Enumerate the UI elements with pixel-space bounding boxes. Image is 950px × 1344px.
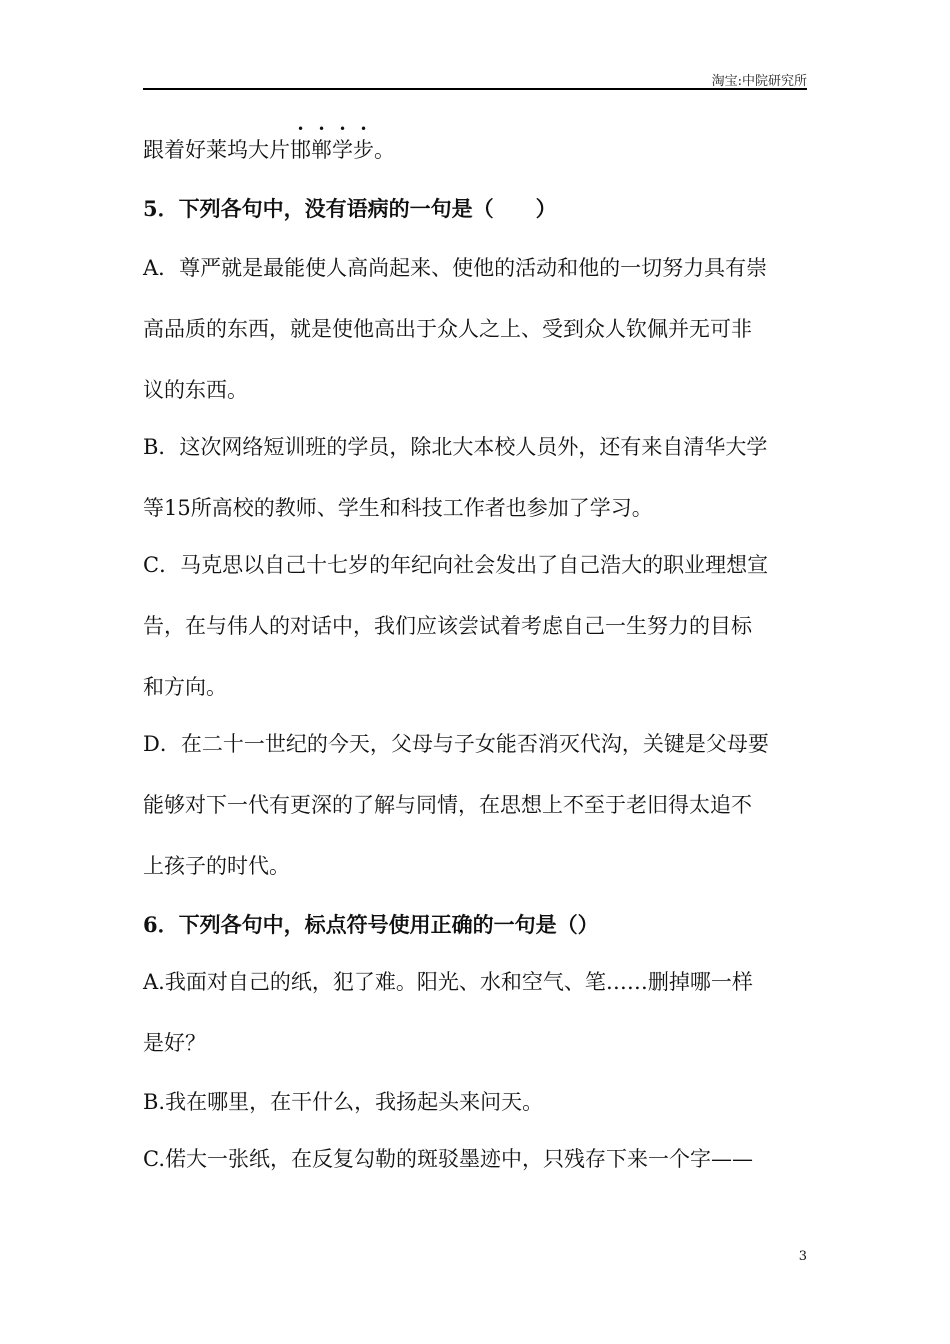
question-5-title: 5．下列各句中，没有语病的一句是（ ） bbox=[143, 196, 557, 221]
header-divider bbox=[143, 88, 807, 90]
page-number: 3 bbox=[798, 1249, 807, 1264]
continuation-line bbox=[143, 137, 823, 163]
question-6-title: 6．下列各句中，标点符号使用正确的一句是（） bbox=[143, 912, 599, 937]
q6-option-a-line1: A.我面对自己的纸，犯了难。阳光、水和空气、笔……删掉哪一样 bbox=[143, 970, 753, 994]
q5-option-a-line3: 议的东西。 bbox=[143, 378, 248, 402]
q5-option-d-line2: 能够对下一代有更深的了解与同情，在思想上不至于老旧得太追不 bbox=[143, 793, 752, 817]
emphasized-char: 邯 bbox=[290, 138, 311, 162]
emphasized-char: 郸 bbox=[311, 138, 332, 162]
q5-option-a-line1: A．尊严就是最能使人高尚起来、使他的活动和他的一切努力具有崇 bbox=[143, 256, 768, 280]
q6-option-a-line2: 是好？ bbox=[143, 1031, 206, 1055]
page-header: 淘宝:中院研究所 bbox=[711, 74, 807, 89]
q5-option-b-line2: 等15所高校的教师、学生和科技工作者也参加了学习。 bbox=[143, 496, 653, 520]
q5-option-c-line2: 告，在与伟人的对话中，我们应该尝试着考虑自己一生努力的目标 bbox=[143, 614, 752, 638]
q5-option-a-line2: 高品质的东西，就是使他高出于众人之上、受到众人钦佩并无可非 bbox=[143, 317, 752, 341]
text-segment: 跟着好莱坞大片 bbox=[143, 138, 290, 162]
q6-option-b-line1: B.我在哪里，在干什么，我扬起头来问天。 bbox=[143, 1090, 544, 1114]
text-segment: 。 bbox=[374, 138, 395, 162]
emphasized-char: 学 bbox=[332, 138, 353, 162]
q5-option-c-line3: 和方向。 bbox=[143, 675, 227, 699]
emphasized-char: 步 bbox=[353, 138, 374, 162]
q6-option-c-line1: C.偌大一张纸，在反复勾勒的斑驳墨迹中，只残存下来一个字—— bbox=[143, 1147, 753, 1171]
q5-option-b-line1: B．这次网络短训班的学员，除北大本校人员外，还有来自清华大学 bbox=[143, 435, 768, 459]
q5-option-c-line1: C．马克思以自己十七岁的年纪向社会发出了自己浩大的职业理想宣 bbox=[143, 553, 769, 577]
q5-option-d-line3: 上孩子的时代。 bbox=[143, 854, 290, 878]
q5-option-d-line1: D．在二十一世纪的今天，父母与子女能否消灭代沟，关键是父母要 bbox=[143, 732, 769, 756]
